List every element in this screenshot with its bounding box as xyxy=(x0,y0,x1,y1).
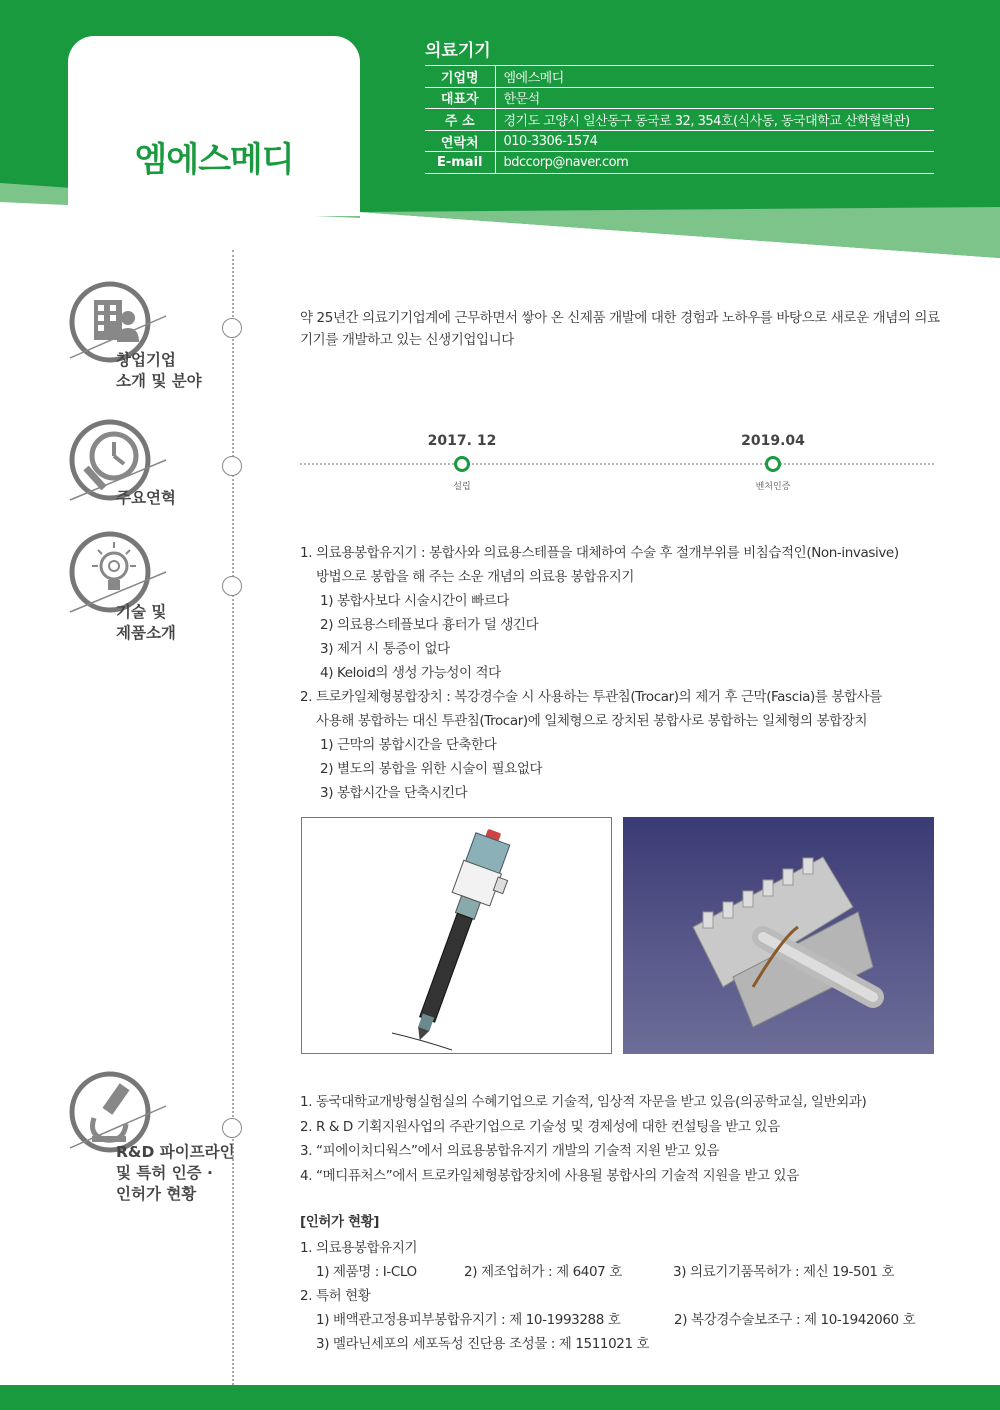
list-item: 3. “피에이치디웍스”에서 의료용봉합유지기 개발의 기술적 지원 받고 있음 xyxy=(300,1143,720,1159)
info-value: 엠에스메디 xyxy=(495,66,934,88)
license-section xyxy=(300,1210,940,1356)
section-label-line: 창업기업 xyxy=(116,351,176,369)
section-node xyxy=(222,456,242,476)
list-item: 2. 특허 현황 xyxy=(300,1288,371,1304)
section-label-line: 제품소개 xyxy=(116,624,176,642)
info-value: 010-3306-1574 xyxy=(495,130,934,152)
license-item: 3) 멜라닌세포의 세포독성 진단용 조성물 : 제 1511021 호 xyxy=(316,1336,650,1352)
timeline-date: 2019.04 xyxy=(741,433,805,449)
license-item: 3) 의료기기품목허가 : 제신 19-501 호 xyxy=(673,1264,895,1280)
section-node xyxy=(222,318,242,338)
section-label-tech xyxy=(116,602,176,644)
section-label-line: 주요연혁 xyxy=(116,489,176,507)
timeline-date: 2017. 12 xyxy=(427,433,497,449)
footer-bar xyxy=(0,1385,1000,1410)
section-node xyxy=(222,576,242,596)
list-item: 1. 의료용봉합유지기 : 봉합사와 의료용스테플을 대체하여 수술 후 절개부위를 비침습적인(Non-invasive) xyxy=(300,545,899,561)
list-item: 방법으로 봉합을 해 주는 소운 개념의 의료용 봉합유지기 xyxy=(316,569,634,585)
rnd-list xyxy=(300,1090,866,1188)
section-node xyxy=(222,1118,242,1138)
section-label-line: 인허가 현황 xyxy=(116,1185,197,1203)
info-row xyxy=(425,87,934,109)
list-item: 3) 봉합시간을 단축시킨다 xyxy=(320,785,468,801)
info-row xyxy=(425,152,934,174)
timeline-marker xyxy=(765,456,781,472)
company-intro-text: 약 25년간 의료기기업계에 근무하면서 쌓아 온 신제품 개발에 대한 경험과 노하우를 바탕으로 새로운 개념의 의료기기를 개발하고 있는 신생기업입니다 xyxy=(300,310,940,348)
license-title: [인허가 현황] xyxy=(300,1214,380,1230)
info-value: 한문석 xyxy=(495,87,934,109)
product-list xyxy=(300,541,899,805)
info-key: E-mail xyxy=(425,152,495,174)
suture-model-image xyxy=(623,817,934,1054)
trocar-device-image xyxy=(301,817,612,1054)
timeline-event: 설립 xyxy=(453,482,471,492)
list-item: 3) 제거 시 통증이 없다 xyxy=(320,641,450,657)
company-card xyxy=(68,36,360,216)
section-label-history xyxy=(116,488,176,509)
suture-model-illustration xyxy=(623,817,934,1054)
timeline-event: 벤처인증 xyxy=(755,482,791,492)
list-item: 사용해 봉합하는 대신 투관침(Trocar)에 일체형으로 장치된 봉합사로 봉합하는 일체형의 봉합장치 xyxy=(316,713,868,729)
list-item: 4) Keloid의 생성 가능성이 적다 xyxy=(320,665,501,681)
list-item: 4. “메디퓨처스”에서 트로카일체형봉합장치에 사용될 봉합사의 기술적 지원을 받고 있음 xyxy=(300,1167,799,1184)
list-item: 1. 동국대학교개방형실험실의 수혜기업으로 기술적, 임상적 자문을 받고 있음(의공학교실, 일반외과) xyxy=(300,1094,867,1110)
timeline-marker xyxy=(454,456,470,472)
company-name: 엠에스메디 xyxy=(134,140,294,180)
list-item: 2. R & D 기획지원사업의 주관기업으로 기술성 및 경제성에 대한 컨설팅을 받고 있음 xyxy=(300,1118,780,1135)
section-label-rnd xyxy=(116,1142,235,1205)
info-key: 주 소 xyxy=(425,109,495,131)
section-divider-line xyxy=(232,250,234,1385)
license-item: 2) 복강경수술보조구 : 제 10-1942060 호 xyxy=(674,1312,916,1328)
info-value: bdccorp@naver.com xyxy=(495,152,934,174)
license-item: 1) 제품명 : I-CLO xyxy=(316,1264,417,1280)
license-item: 1) 배액관고정용피부봉합유지기 : 제 10-1993288 호 xyxy=(316,1312,621,1328)
info-row xyxy=(425,130,934,152)
list-item: 1) 근막의 봉합시간을 단축한다 xyxy=(320,737,497,753)
info-value: 경기도 고양시 일산동구 동국로 32, 354호(식사동, 동국대학교 산학협력관) xyxy=(495,109,934,131)
info-row xyxy=(425,66,934,88)
list-item: 1. 의료용봉합유지기 xyxy=(300,1240,418,1256)
category-title: 의료기기 xyxy=(425,41,491,61)
info-key: 연락처 xyxy=(425,130,495,152)
info-row xyxy=(425,109,934,131)
company-info-table xyxy=(425,65,934,174)
license-row xyxy=(300,1308,940,1332)
license-item: 2) 제조업허가 : 제 6407 호 xyxy=(464,1264,622,1280)
timeline-line xyxy=(300,463,934,465)
license-row xyxy=(300,1260,940,1284)
license-row xyxy=(300,1332,940,1356)
list-item: 1) 봉합사보다 시술시간이 빠르다 xyxy=(320,593,510,609)
section-label-line: 기술 및 xyxy=(116,603,167,621)
info-key: 기업명 xyxy=(425,66,495,88)
trocar-illustration xyxy=(302,818,611,1053)
section-label-line: 및 특허 인증 · xyxy=(116,1164,213,1182)
section-label-line: 소개 및 분야 xyxy=(116,372,202,390)
list-item: 2) 별도의 봉합을 위한 시술이 필요없다 xyxy=(320,761,543,777)
list-item: 2. 트로카일체형봉합장치 : 복강경수술 시 사용하는 투관침(Trocar)의 제거 후 근막(Fascia)를 봉합사를 xyxy=(300,689,882,705)
info-key: 대표자 xyxy=(425,87,495,109)
section-label-intro xyxy=(116,350,202,392)
list-item: 2) 의료용스테플보다 흉터가 덜 생긴다 xyxy=(320,617,539,633)
section-label-line: R&D 파이프라인 xyxy=(116,1143,235,1161)
